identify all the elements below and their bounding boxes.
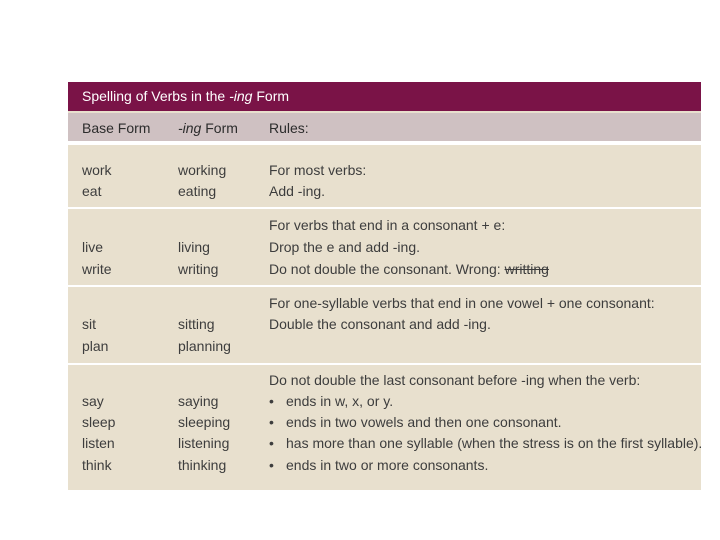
bullet-icon: •	[269, 435, 274, 451]
bullet-icon: •	[269, 393, 274, 409]
title-suffix: Form	[252, 88, 290, 104]
bullet-item	[269, 414, 562, 431]
bullet-icon: •	[269, 457, 274, 473]
rule-line: Drop the e and add -ing.	[269, 239, 420, 255]
bullet-text: has more than one syllable (when the stress is on the first syllable).	[286, 435, 703, 451]
table-row-base: say	[82, 393, 104, 409]
table-row-ing: planning	[178, 338, 231, 354]
table-row-ing: thinking	[178, 457, 227, 473]
bullet-item	[269, 457, 488, 474]
table-row-base: plan	[82, 338, 109, 354]
header-rules: Rules:	[269, 120, 309, 136]
spelling-table	[68, 82, 701, 490]
group-divider	[68, 363, 701, 365]
header-ing-italic: -ing	[178, 120, 202, 136]
table-row-ing: writing	[178, 261, 219, 277]
table-row-base: work	[82, 162, 112, 178]
table-row-ing: sleeping	[178, 414, 231, 430]
title-italic: -ing	[229, 88, 253, 104]
wrong-example: writting	[504, 261, 549, 277]
group-divider	[68, 285, 701, 287]
header-divider	[68, 141, 701, 145]
table-row-base: sleep	[82, 414, 116, 430]
header-ing-suffix: Form	[201, 120, 238, 136]
table-row-base: live	[82, 239, 104, 255]
table-row-base: eat	[82, 183, 102, 199]
title-text: Spelling of Verbs in the	[82, 88, 230, 104]
table-row-ing: listening	[178, 435, 230, 451]
table-row-ing: sitting	[178, 316, 215, 332]
rule-line: For one-syllable verbs that end in one vowel + one consonant:	[269, 295, 655, 311]
rule-line: For verbs that end in a consonant + e:	[269, 217, 506, 233]
bullet-text: ends in two or more consonants.	[286, 457, 489, 473]
table-row-base: listen	[82, 435, 115, 451]
rule-line	[269, 261, 549, 278]
bullet-item	[269, 393, 393, 410]
rule-text: Do not double the consonant. Wrong:	[269, 261, 505, 277]
table-row-ing: eating	[178, 183, 217, 199]
table-row-base: write	[82, 261, 112, 277]
table-row-base: think	[82, 457, 112, 473]
bullet-text: ends in two vowels and then one consonant.	[286, 414, 562, 430]
group-divider	[68, 207, 701, 209]
rule-line: Add -ing.	[269, 183, 326, 199]
header-base-form: Base Form	[82, 120, 151, 136]
rule-line: For most verbs:	[269, 162, 367, 178]
table-row-ing: working	[178, 162, 227, 178]
bullet-text: ends in w, x, or y.	[286, 393, 394, 409]
rule-line: Do not double the last consonant before -ing when the verb:	[269, 372, 641, 388]
header-row	[68, 113, 701, 141]
bullet-icon: •	[269, 414, 274, 430]
rule-line: Double the consonant and add -ing.	[269, 316, 491, 332]
table-row-ing: saying	[178, 393, 219, 409]
bullet-item	[269, 435, 702, 452]
header-ing-form	[178, 120, 238, 136]
table-title	[68, 82, 701, 111]
table-row-ing: living	[178, 239, 210, 255]
table-row-base: sit	[82, 316, 96, 332]
